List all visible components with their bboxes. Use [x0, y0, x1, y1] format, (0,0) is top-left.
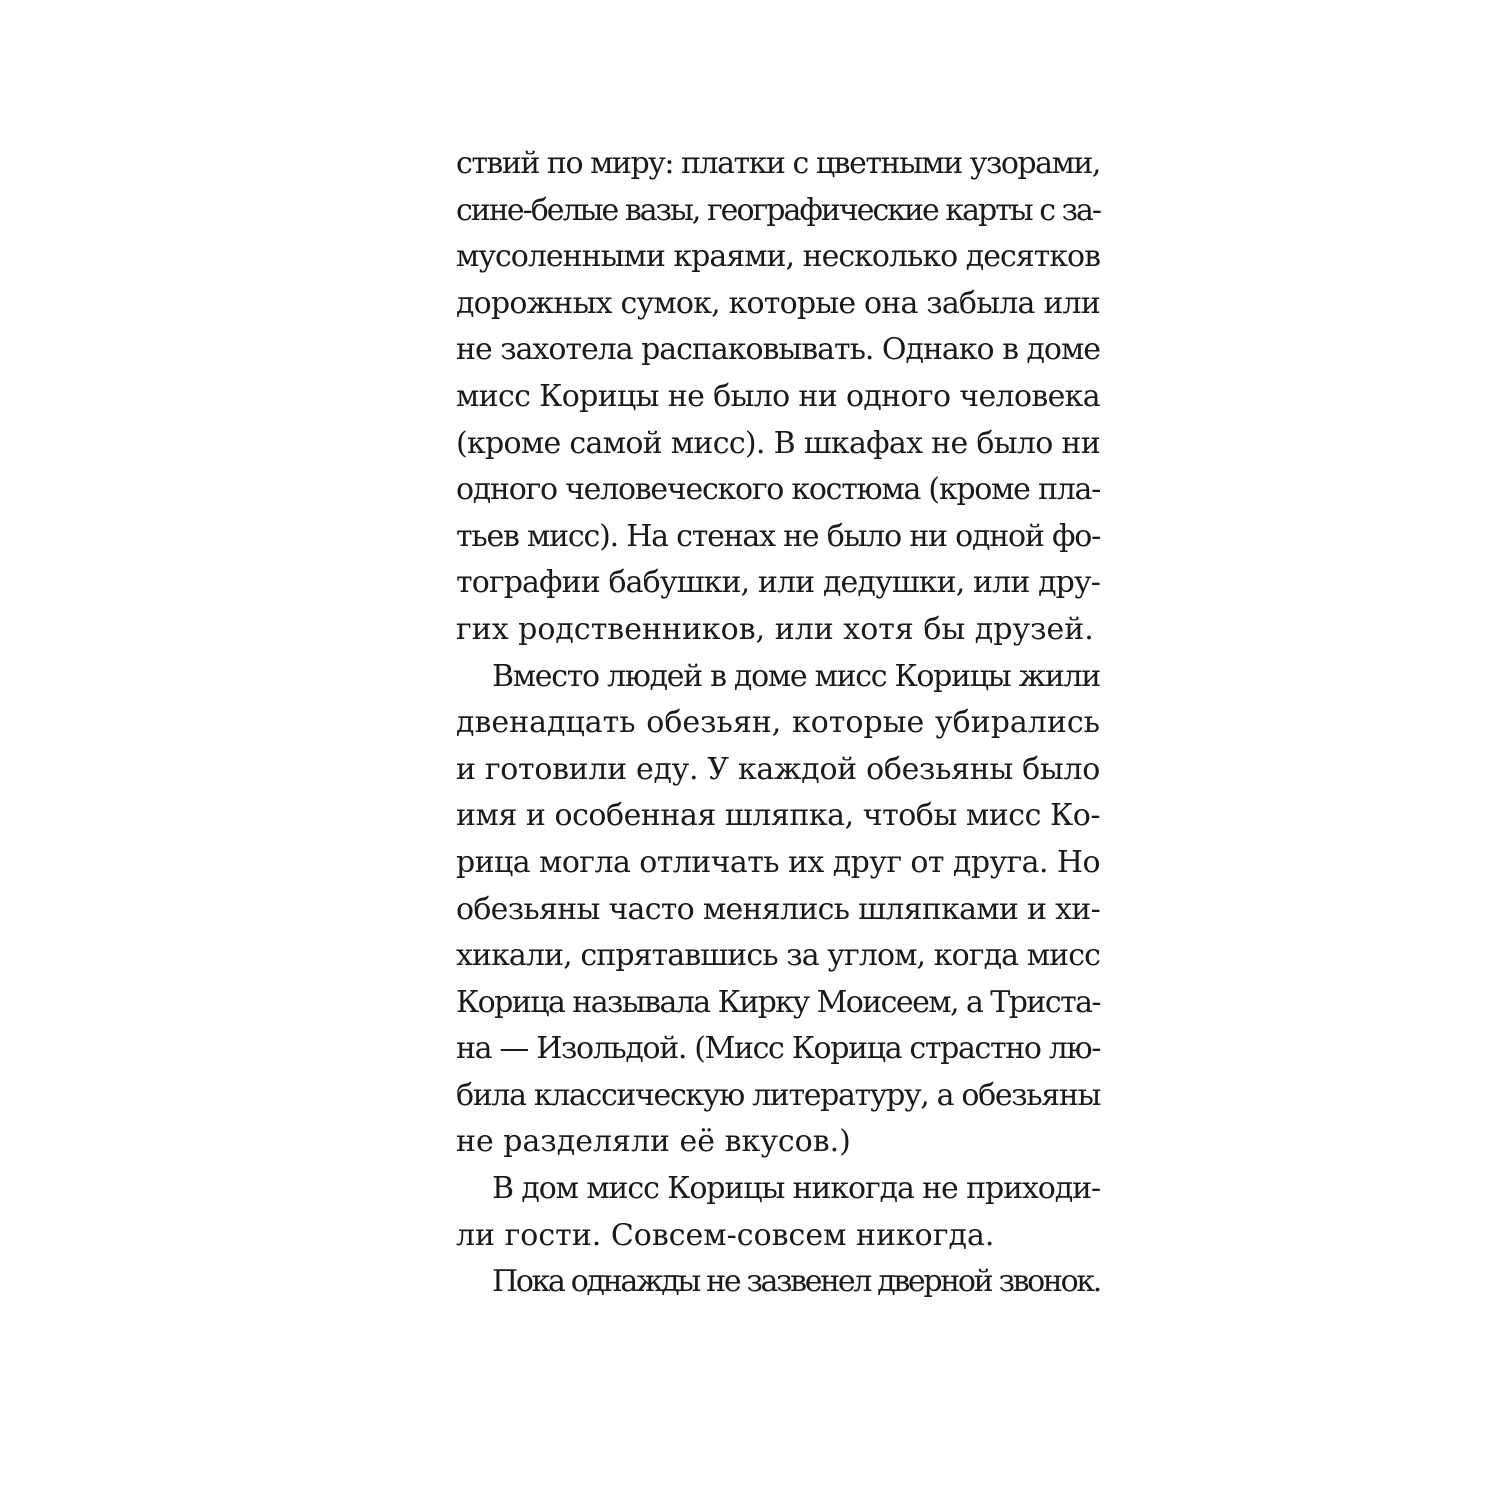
text-line: В дом мисс Корицы никогда не приходи-	[492, 1171, 1100, 1207]
page-text	[456, 141, 1100, 1306]
text-line: хикали, спрятавшись за углом, когда мисс	[456, 938, 1100, 974]
text-line: имя и особенная шляпка, чтобы мисс Ко-	[456, 798, 1100, 834]
paragraph	[456, 1166, 1100, 1259]
text-line: тьев мисс). На стенах не было ни одной фо-	[456, 518, 1100, 554]
paragraph	[456, 654, 1100, 1167]
text-line: мусоленными краями, несколько десятков	[456, 239, 1100, 275]
text-line: дорожных сумок, которые она забыла или	[456, 285, 1100, 321]
text-line: ствий по миру: платки с цветными узорами,	[456, 146, 1100, 181]
text-line: и готовили еду. У каждой обезьяны было	[456, 751, 1100, 787]
paragraph	[456, 1259, 1100, 1306]
text-line: тографии бабушки, или дедушки, или дру-	[456, 565, 1100, 601]
text-line: не разделяли её вкусов.)	[456, 1124, 851, 1160]
text-line: гих родственников, или хотя бы друзей.	[456, 611, 1094, 647]
text-line: мисс Корицы не было ни одного человека	[456, 378, 1100, 414]
text-line: била классическую литературу, а обезьяны	[456, 1077, 1101, 1113]
text-line: обезьяны часто менялись шляпками и хи-	[456, 891, 1100, 927]
text-line: Вместо людей в доме мисс Корицы жили	[492, 658, 1100, 694]
text-line: (кроме самой мисс). В шкафах не было ни	[456, 425, 1100, 461]
text-line: сине-белые вазы, географические карты с за-	[456, 192, 1100, 228]
text-line: ли гости. Совсем-совсем никогда.	[456, 1217, 995, 1253]
text-line: Корица называла Кирку Моисеем, а Триста-	[456, 984, 1100, 1020]
text-line: рица могла отличать их друг от друга. Но	[456, 844, 1100, 880]
text-line: Пока однажды не зазвенел дверной звонок.	[492, 1264, 1100, 1300]
text-line: на — Изольдой. (Мисс Корица страстно лю-	[456, 1031, 1100, 1067]
text-line: одного человеческого костюма (кроме пла-	[456, 472, 1100, 508]
text-line: двенадцать обезьян, которые убирались	[456, 705, 1100, 741]
text-line: не захотела распаковывать. Однако в доме	[456, 332, 1100, 368]
paragraph	[456, 141, 1100, 654]
